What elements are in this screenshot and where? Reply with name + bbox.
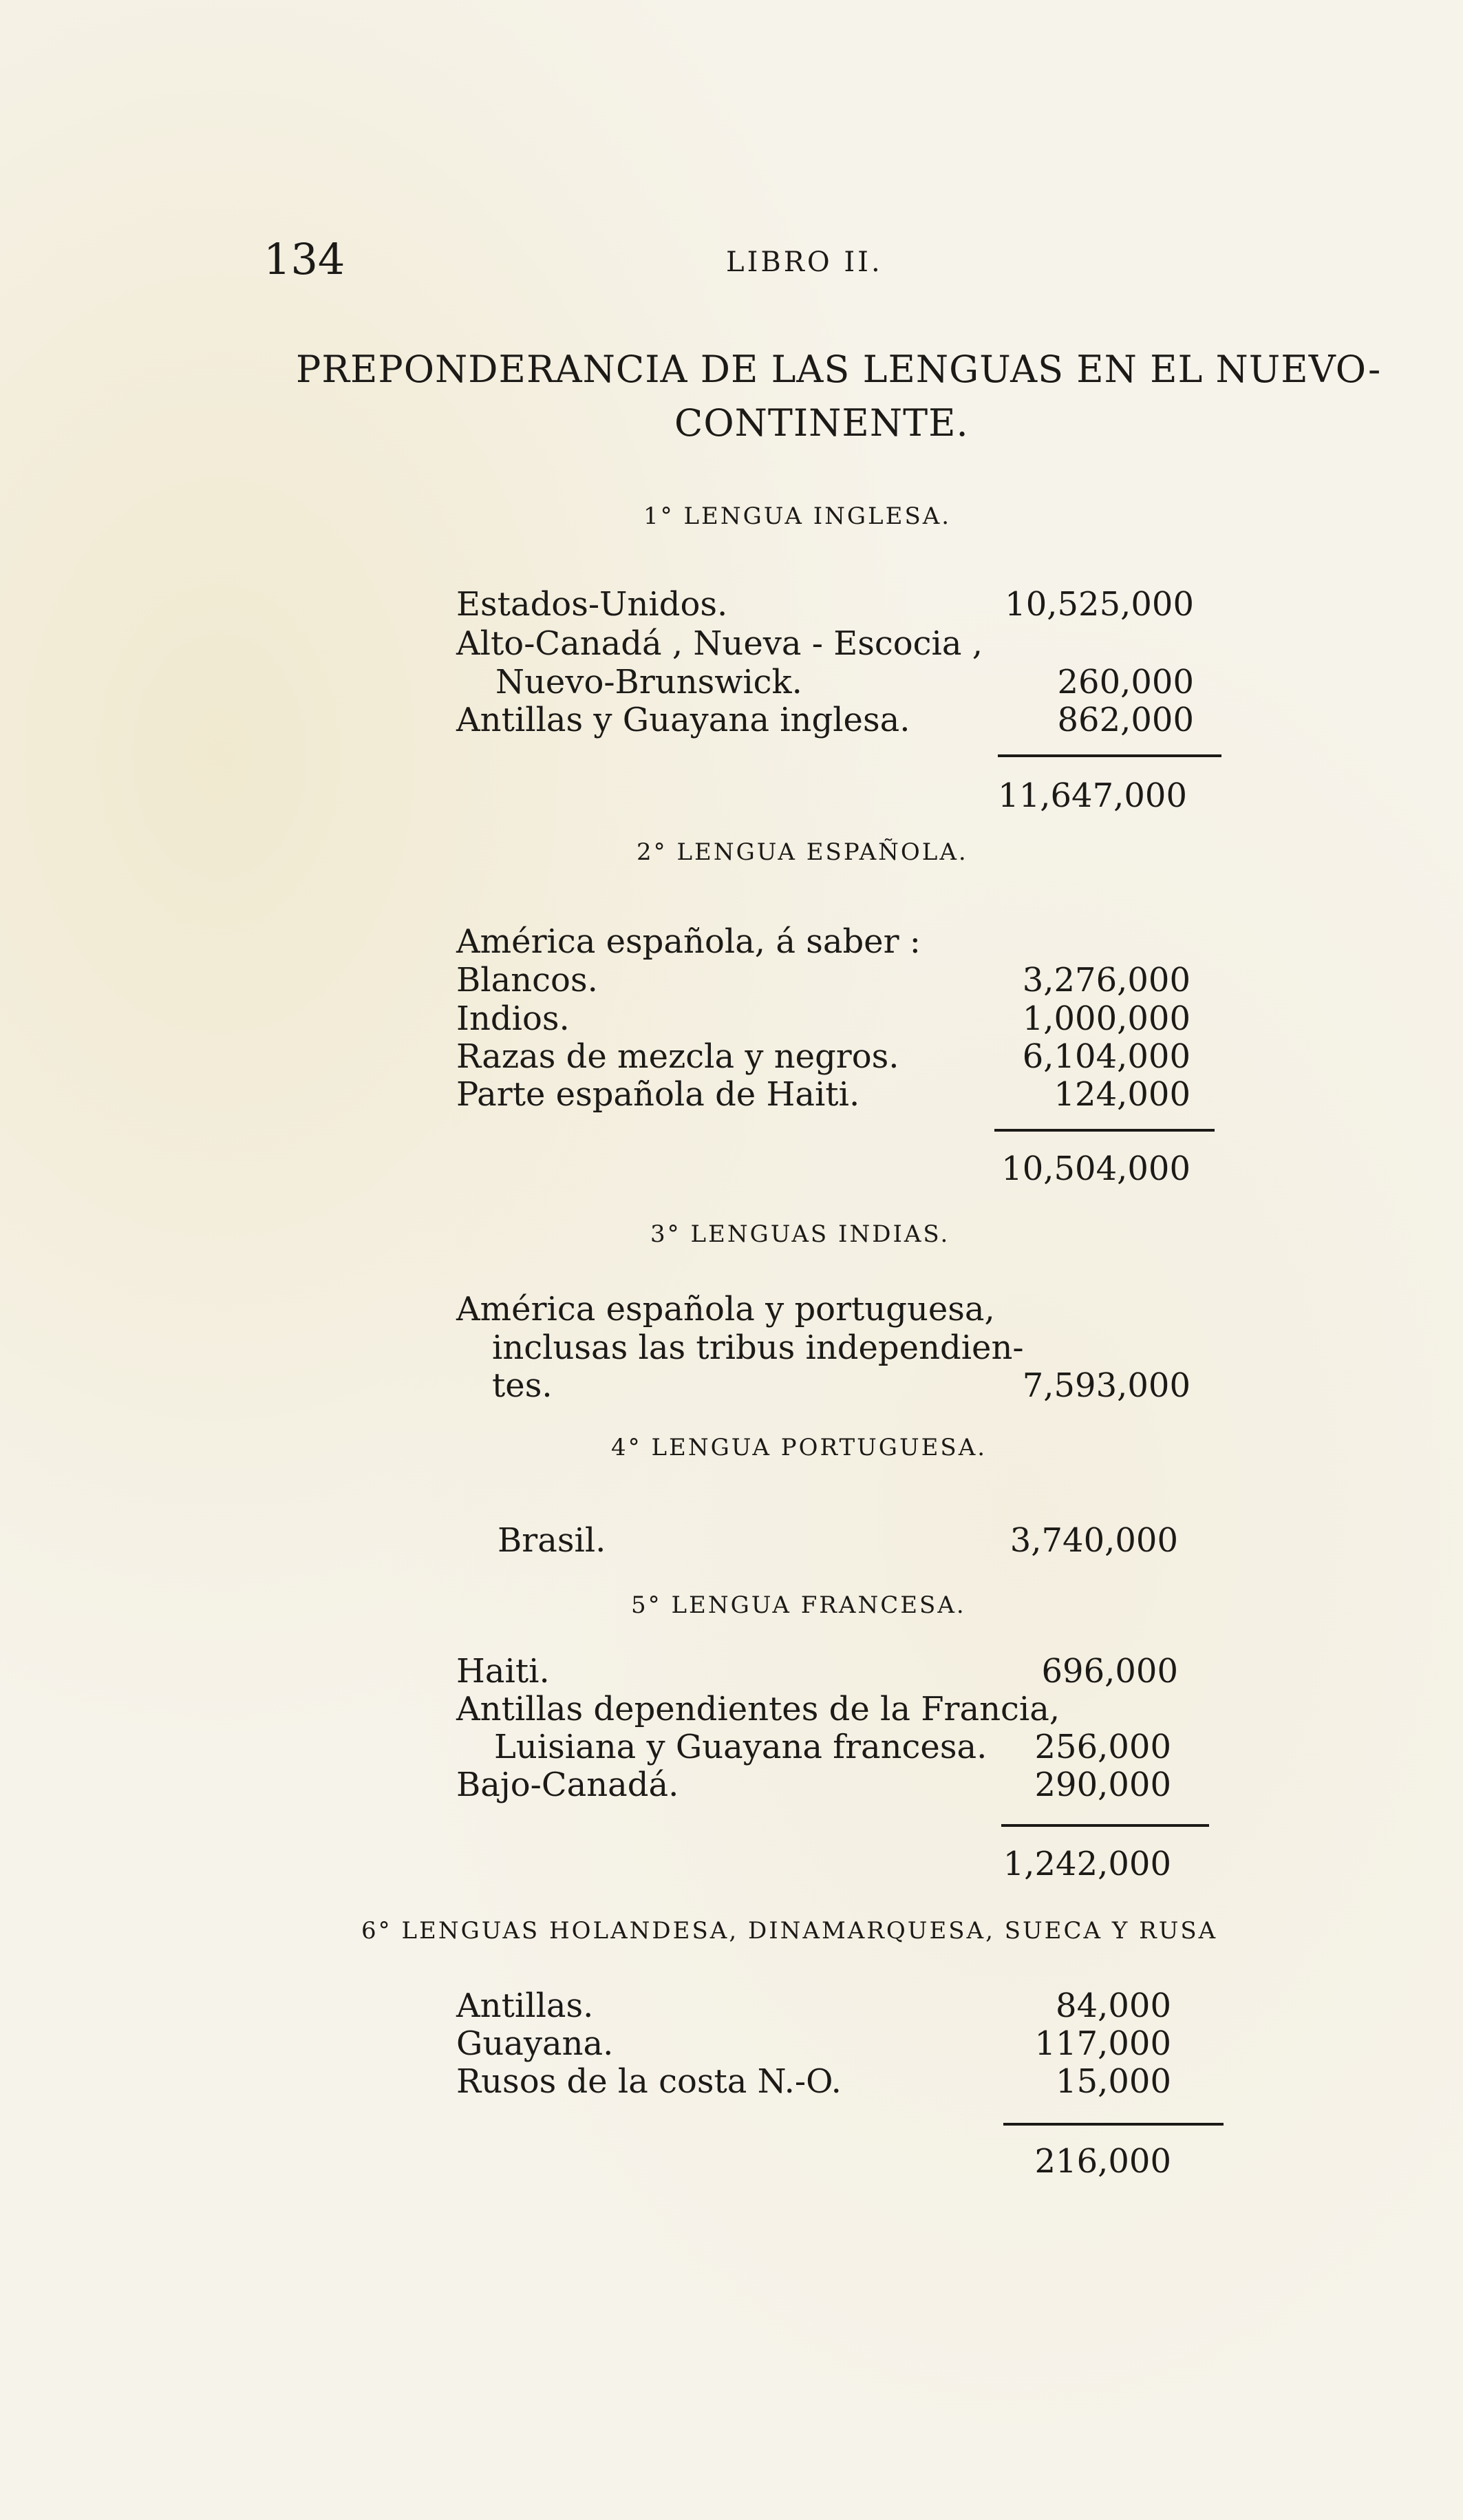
table-row-label: Bajo-Canadá. <box>456 1766 679 1804</box>
table-row-value: 15,000 <box>1056 2062 1171 2101</box>
section-heading-other: 6° LENGUAS HOLANDESA, DINAMARQUESA, SUECA Y RUSA <box>361 1917 1218 1945</box>
table-row-value: 3,740,000 <box>1010 1521 1178 1560</box>
table-row-value: 6,104,000 <box>1022 1037 1190 1076</box>
table-row-value: 117,000 <box>1034 2024 1171 2063</box>
table-row-label: Antillas. <box>456 1987 594 2025</box>
table-row-label: Haiti. <box>456 1652 550 1691</box>
sum-rule <box>1001 1824 1209 1827</box>
table-row-value: 1,000,000 <box>1022 999 1190 1038</box>
table-row-label: Brasil. <box>498 1521 606 1560</box>
sum-rule <box>998 754 1221 757</box>
section-heading-portuguese: 4° LENGUA PORTUGUESA. <box>611 1434 987 1461</box>
table-row-label: Alto-Canadá , Nueva - Escocia , <box>456 624 983 663</box>
sum-rule <box>1003 2123 1224 2126</box>
table-row-value: 7,593,000 <box>1022 1366 1190 1405</box>
section-total: 1,242,000 <box>1003 1845 1171 1883</box>
table-row-label: Estados-Unidos. <box>456 585 728 624</box>
table-row-label: Luisiana y Guayana francesa. <box>494 1728 987 1766</box>
table-row-value: 10,525,000 <box>1005 585 1194 624</box>
table-row-label: América española, á saber : <box>456 922 921 961</box>
page-number: 134 <box>264 234 345 284</box>
sum-rule <box>994 1129 1215 1132</box>
table-row-label: Rusos de la costa N.-O. <box>456 2062 842 2101</box>
table-row-value: 696,000 <box>1041 1652 1178 1691</box>
running-title: LIBRO II. <box>726 246 883 278</box>
table-row-label: Indios. <box>456 999 570 1038</box>
table-row-value: 256,000 <box>1034 1728 1171 1766</box>
section-heading-indian: 3° LENGUAS INDIAS. <box>650 1220 950 1248</box>
page-title-line-2: CONTINENTE. <box>674 401 969 445</box>
section-heading-french: 5° LENGUA FRANCESA. <box>631 1591 966 1619</box>
table-row-label: Blancos. <box>456 961 598 999</box>
table-row-label: Razas de mezcla y negros. <box>456 1037 899 1076</box>
table-row-value: 260,000 <box>1057 663 1194 701</box>
table-row-label: América española y portuguesa, <box>456 1290 995 1328</box>
section-total: 216,000 <box>1034 2142 1171 2181</box>
section-total: 11,647,000 <box>998 776 1187 815</box>
table-row-label: Antillas dependientes de la Francia, <box>456 1690 1060 1728</box>
table-row-value: 124,000 <box>1054 1075 1190 1114</box>
table-row-value: 862,000 <box>1057 701 1194 739</box>
table-row-value: 3,276,000 <box>1022 961 1190 999</box>
page-title-line-1: PREPONDERANCIA DE LAS LENGUAS EN EL NUEVO- <box>296 348 1382 391</box>
section-heading-english: 1° LENGUA INGLESA. <box>643 502 952 530</box>
section-total: 10,504,000 <box>1001 1150 1190 1188</box>
table-row-value: 84,000 <box>1056 1987 1171 2025</box>
table-row-label: inclusas las tribus independien- <box>492 1328 1024 1367</box>
table-row-label: Parte española de Haiti. <box>456 1075 860 1114</box>
table-row-value: 290,000 <box>1034 1766 1171 1804</box>
table-row-label: Nuevo-Brunswick. <box>495 663 802 701</box>
table-row-label: Guayana. <box>456 2024 614 2063</box>
table-row-label: tes. <box>492 1366 553 1405</box>
section-heading-spanish: 2° LENGUA ESPAÑOLA. <box>637 838 968 866</box>
table-row-label: Antillas y Guayana inglesa. <box>456 701 910 739</box>
